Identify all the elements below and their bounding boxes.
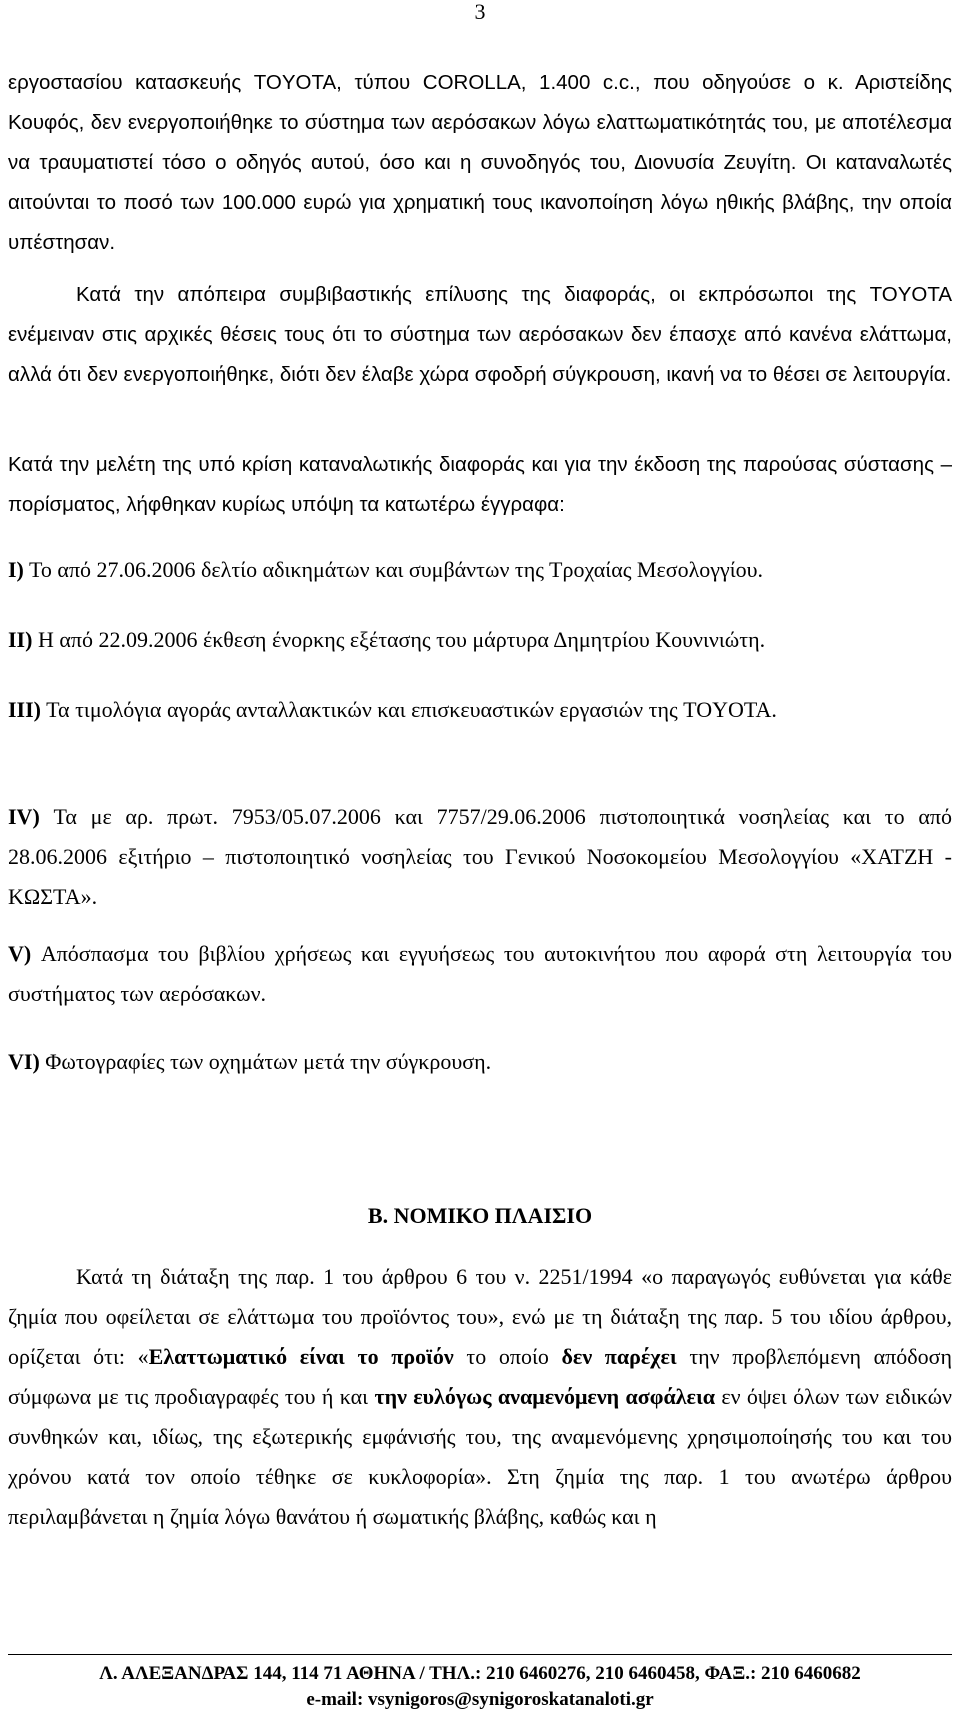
intro-paragraph-3: Κατά την μελέτη της υπό κρίση καταναλωτικής διαφοράς και για την έκδοση της παρούσας σύστασης – πορίσματος, λήφθηκαν κυρίως υπόψη τα κατωτέρω έγγραφα: <box>8 453 952 516</box>
document-item-text: Τα με αρ. πρωτ. 7953/05.07.2006 και 7757/29.06.2006 πιστοποιητικά νοσηλείας και το από 28.06.2006 εξιτήριο – πιστοποιητικό νοσηλείας του Γενικού Νοσοκομείου Μεσολογγίου «ΧΑΤΖΗ - ΚΩΣΤΑ». <box>8 804 952 909</box>
legal-text: το οποίο <box>453 1344 562 1369</box>
page-number: 3 <box>474 0 486 24</box>
document-item-text: Το από 27.06.2006 δελτίο αδικημάτων και συμβάντων της Τροχαίας Μεσολογγίου. <box>23 557 764 582</box>
legal-text: Κατά τη διάταξη της παρ. 1 του άρθρου 6 του ν. 2251/1994 «ο παραγωγός ευθύνεται για κάθε ζημία που οφείλεται σε ελάττωμα του προϊόντος του», ενώ με τη διάταξη της παρ. 5 του ιδίου άρθρου, ορίζεται ότι: « <box>8 1264 952 1369</box>
document-item-numeral: ΙΙ) <box>8 627 33 652</box>
document-item-text: Τα τιμολόγια αγοράς ανταλλακτικών και επισκευαστικών εργασιών της TOYOTA. <box>41 697 777 722</box>
legal-emphasis: Ελαττωματικό είναι το προϊόν <box>148 1344 454 1369</box>
intro-paragraph-1: εργοστασίου κατασκευής TOYOTA, τύπου COROLLA, 1.400 c.c., που οδηγούσε ο κ. Αριστείδης Κουφός, δεν ενεργοποιήθηκε το σύστημα των αερόσακων λόγω ελαττωματικότητάς του, με αποτέλεσμα να τραυματιστεί τόσο ο οδηγός αυτού, όσο και η συνοδηγός του, Διονυσία Ζευγίτη. Οι καταναλωτές αιτούνται το ποσό των 100.000 ευρώ για χρηματική τους ικανοποίηση λόγω ηθικής βλάβης, την οποία υπέστησαν. <box>8 71 952 254</box>
document-item-1 <box>8 550 952 590</box>
document-item-text: Απόσπασμα του βιβλίου χρήσεως και εγγυήσεως του αυτοκινήτου που αφορά στη λειτουργία του συστήματος των αερόσακων. <box>8 941 952 1006</box>
footer-address: Λ. ΑΛΕΞΑΝΔΡΑΣ 144, 114 71 ΑΘΗΝΑ / ΤΗΛ.: 210 6460276, 210 6460458, ΦΑΞ.: 210 6460682 <box>99 1663 861 1684</box>
footer-email: e-mail: vsynigoros@synigoroskatanaloti.gr <box>306 1689 654 1710</box>
legal-text: την προβλεπόμενη απόδοση σύμφωνα με τις προδιαγραφές του ή και <box>8 1344 953 1409</box>
document-item-4 <box>8 797 952 917</box>
section-heading: Β. ΝΟΜΙΚΟ ΠΛΑΙΣΙΟ <box>367 1203 593 1228</box>
intro-paragraph-2: Κατά την απόπειρα συμβιβαστικής επίλυσης της διαφοράς, οι εκπρόσωποι της TOYOTA ενέμειναν στις αρχικές θέσεις τους ότι το σύστημα των αερόσακων δεν έπασχε από κανένα ελάττωμα, αλλά ότι δεν ενεργοποιήθηκε, διότι δεν έλαβε χώρα σφοδρή σύγκρουση, ικανή να το θέσει σε λειτουργία. <box>8 283 952 386</box>
document-item-numeral: Ι) <box>8 557 24 582</box>
document-item-numeral: IV) <box>8 804 40 829</box>
legal-emphasis: δεν παρέχει <box>561 1344 677 1369</box>
document-item-2 <box>8 620 952 660</box>
document-item-numeral: VI) <box>8 1049 40 1074</box>
legal-framework-paragraph <box>8 1257 952 1537</box>
document-item-text: Φωτογραφίες των οχημάτων μετά την σύγκρουση. <box>39 1049 492 1074</box>
footer-divider <box>8 1654 952 1655</box>
document-item-6 <box>8 1042 952 1082</box>
document-item-numeral: ΙΙΙ) <box>8 697 42 722</box>
document-item-numeral: V) <box>8 941 32 966</box>
document-item-3 <box>8 690 952 730</box>
document-item-text: Η από 22.09.2006 έκθεση ένορκης εξέτασης του μάρτυρα Δημητρίου Κουνινιώτη. <box>32 627 766 652</box>
document-item-5 <box>8 934 952 1014</box>
legal-text: εν όψει όλων των ειδικών συνθηκών και, ιδίως, της εξωτερικής εμφάνισής του, της αναμενόμενης χρησιμοποίησής του και του χρόνου κατά τον οποίο τέθηκε σε κυκλοφορία». Στη ζημία της παρ. 1 του ανωτέρω άρθρου περιλαμβάνεται η ζημία λόγω θανάτου ή σωματικής βλάβης, καθώς και η <box>8 1384 952 1529</box>
legal-emphasis: την ευλόγως αναμενόμενη ασφάλεια <box>374 1384 716 1409</box>
